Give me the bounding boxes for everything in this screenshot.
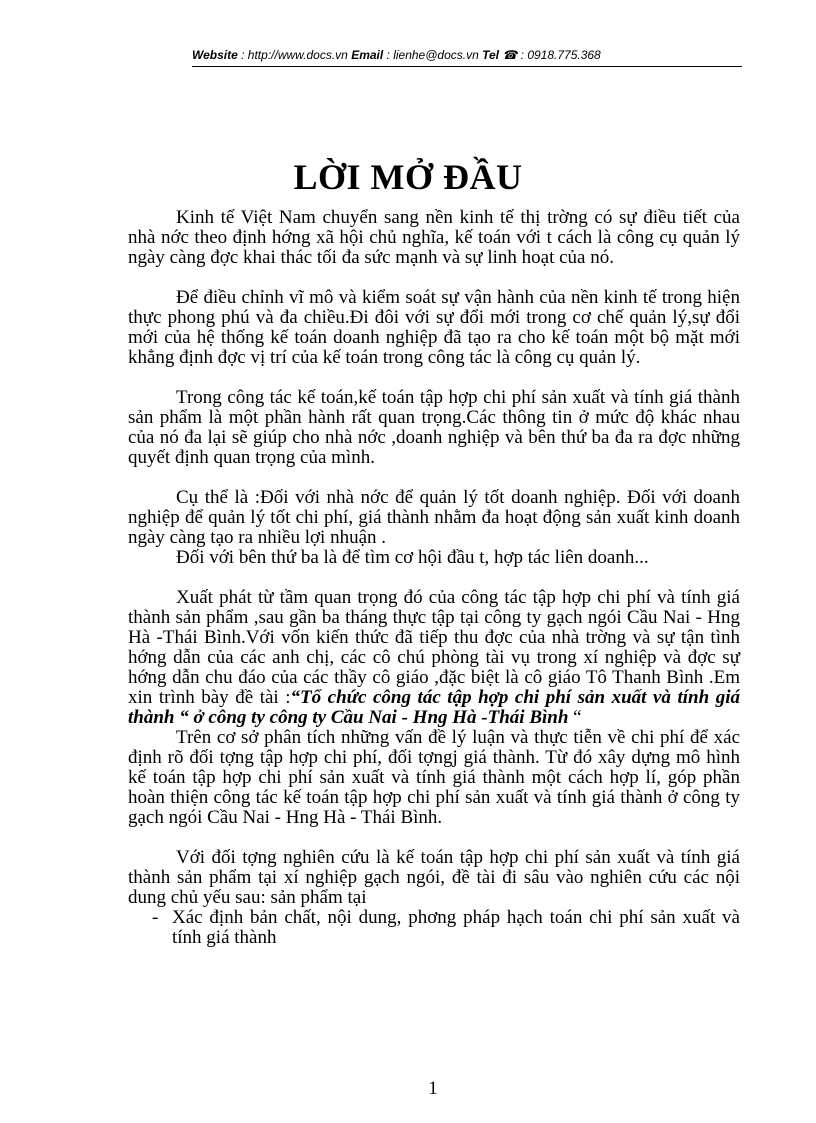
topic-intro-text: Xuất phát từ tầm quan trọng đó của công tác tập hợp chi phí và tính giá thành sản phẩm ,sau gần ba tháng thực tập tại công ty gạch ngói Cầu Nai - Hng Hà -Thái Bình.Với vốn kiến thức đã tiếp thu đợc của nhà trờng và sự tận tình hớng dẫn của các anh chị, các cô chú phòng tài vụ trong xí nghiệp và đợc sự hớng dẫn chu đáo của các thầy cô giáo ,đặc biệt là cô giáo Tô Thanh Bình .Em xin trình bày đề tài : — [128, 587, 740, 708]
paragraph-research-scope: Với đối tợng nghiên cứu là kế toán tập hợp chi phí sản xuất và tính giá thành sản phẩm tại xí nghiệp gạch ngói, đề tài đi sâu vào nghiên cứu các nội dung chủ yếu sau: sản phẩm tại — [128, 847, 740, 908]
tel-label: Tel — [482, 48, 500, 62]
tel-value: : 0918.775.368 — [517, 48, 601, 62]
list-item — [128, 908, 740, 948]
topic-title: “Tổ chức công tác tập hợp chi phí sản xuất và tính giá thành “ ở công ty công ty Cầu Nai - Hng Hà -Thái Bình — [128, 687, 740, 728]
paragraph-specifics: Cụ thể là :Đối với nhà nớc để quản lý tốt doanh nghiệp. Đối với doanh nghiệp để quản lý tốt chi phí, giá thành nhằm đa hoạt động sản xuất kinh doanh ngày càng tạo ra nhiều lợi nhuận . — [128, 487, 740, 548]
list-marker: - — [152, 907, 159, 928]
document-body — [128, 208, 740, 948]
header-divider — [192, 66, 742, 67]
topic-close-quote: “ — [568, 707, 582, 728]
paragraph-third-party: Đối với bên thứ ba là để tìm cơ hội đầu t, hợp tác liên doanh... — [176, 547, 649, 568]
page-title: LỜI MỞ ĐẦU — [293, 157, 523, 197]
paragraph-intro: Kinh tế Việt Nam chuyển sang nền kinh tế thị trờng có sự điều tiết của nhà nớc theo định hớng xã hội chủ nghĩa, kế toán với t cách là công cụ quản lý ngày càng đợc khai thác tối đa sức mạnh và sự linh hoạt của nó. — [128, 207, 740, 268]
email-label: Email — [351, 48, 384, 62]
paragraph-macro-control: Để điều chỉnh vĩ mô và kiểm soát sự vận hành của nền kinh tế trong hiện thực phong phú và đa chiều.Đi đôi với sự đổi mới trong cơ chế quản lý,sự đổi mới của hệ thống kế toán doanh nghiệp đã tạo ra cho kế toán một bộ mặt mới khẳng định đợc vị trí của kế toán trong công tác là công cụ quản lý. — [128, 287, 740, 368]
website-label: Website — [192, 48, 238, 62]
list-item-text: Xác định bản chất, nội dung, phơng pháp hạch toán chi phí sản xuất và tính giá thành — [172, 907, 740, 948]
paragraph-cost-accounting: Trong công tác kế toán,kế toán tập hợp chi phí sản xuất và tính giá thành sản phẩm là một phần hành rất quan trọng.Các thông tin ở mức độ khác nhau của nó đa lại sẽ giúp cho nhà nớc ,doanh nghiệp và bên thứ ba đa ra đợc những quyết định quan trọng của mình. — [128, 387, 740, 468]
website-value: : http://www.docs.vn — [237, 48, 352, 62]
paragraph-analysis: Trên cơ sở phân tích những vấn đề lý luận và thực tiễn về chi phí để xác định rõ đối tợng tập hợp chi phí, đối tợngj giá thành. Từ đó xây dựng mô hình kế toán tập hợp chi phí sản xuất và tính giá thành một cách hợp lí, góp phần hoàn thiện công tác kế toán tập hợp chi phí sản xuất và tính giá thành ở công ty gạch ngói Cầu Nai - Hng Hà - Thái Bình. — [128, 727, 740, 828]
page-header — [192, 48, 742, 68]
paragraph-topic — [128, 588, 740, 728]
email-value: : lienhe@docs.vn — [383, 48, 483, 62]
telephone-icon: ☎ — [502, 48, 518, 62]
page-number: 1 — [428, 1078, 438, 1099]
